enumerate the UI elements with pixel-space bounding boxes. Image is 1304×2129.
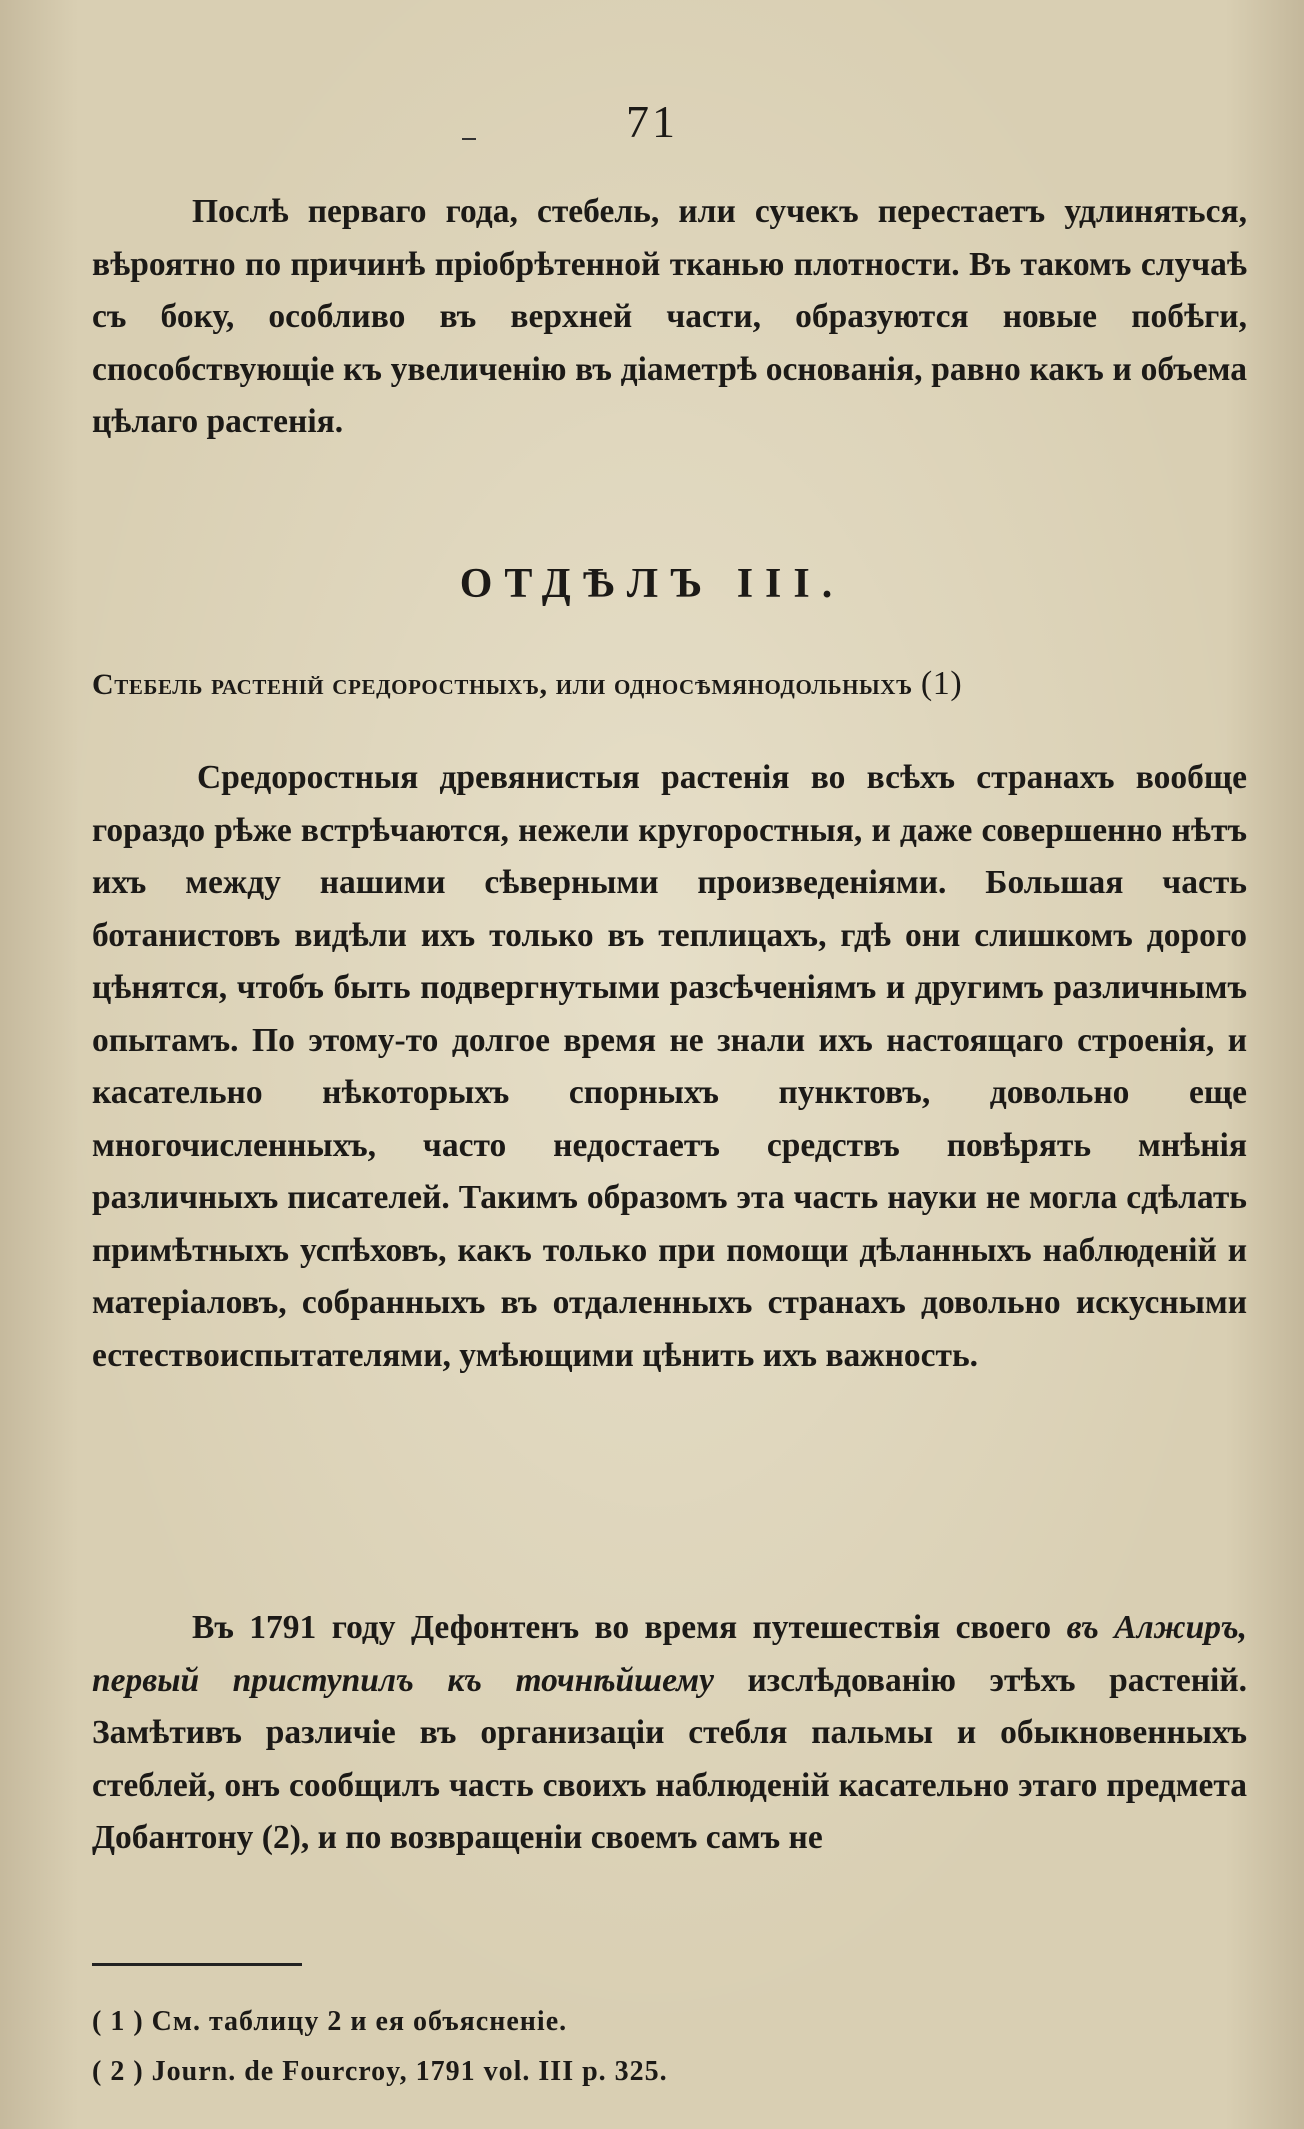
paragraph-2: Средоростныя древянистыя растенія во всѣхъ странахъ вообще гораздо рѣже встрѣчаются, нежели кругоростныя, и даже совершенно нѣтъ ихъ между нашими сѣверными произведеніями. Большая часть ботанистовъ видѣли ихъ только въ теплицахъ, гдѣ они слишкомъ дорого цѣнятся, чтобъ быть подвергнутыми разсѣченіямъ и другимъ различнымъ опытамъ. По этому-то долгое время не знали ихъ настоящаго строенія, и касательно нѣкоторыхъ спорныхъ пунктовъ, довольно еще многочисленныхъ, часто недостаетъ средствъ повѣрять мнѣнія различныхъ писателей. Такимъ образомъ эта часть науки не могла сдѣлать примѣтныхъ успѣховъ, какъ только при помощи дѣланныхъ наблюденій и матеріаловъ, собранныхъ въ отдаленныхъ странахъ довольно искусными естествоиспытателями, умѣющими цѣнить ихъ важность. — [92, 759, 1247, 1374]
paragraph-3-italic: въ Алжиръ, первый приступилъ къ точнѣйшему — [92, 1609, 1248, 1699]
paragraph-1: Послѣ перваго года, стебель, или сучекъ перестаетъ удлиняться, вѣроятно по причинѣ пріобрѣтенной тканью плотности. Въ такомъ случаѣ съ боку, особливо въ верхней части, образуются новые побѣги, способствующіе къ увеличенію въ діаметрѣ основанія, равно какъ и объема цѣлаго растенія. — [92, 193, 1247, 440]
section-title: ОТДѢЛЪ III. — [459, 561, 845, 607]
page-number: 71 — [626, 96, 678, 147]
section-subtitle — [92, 660, 1252, 709]
paragraph-3-start: Въ 1791 году Дефонтенъ во время путешествія своего — [192, 1609, 1067, 1646]
footnote-1: ( 1 ) См. таблицу 2 и ея объясненіе. — [92, 2006, 568, 2037]
footnote-2: ( 2 ) Journ. de Fourcroy, 1791 vol. III p. 325. — [92, 2056, 668, 2087]
footnote-divider — [92, 1963, 302, 1966]
paragraph-3-end: изслѣдованію этѣхъ растеній. Замѣтивъ различіе въ организаціи стебля пальмы и обыкновенныхъ стеблей, онъ сообщилъ часть своихъ наблюденій касательно этаго предмета Добантону (2), и по возвращеніи своемъ самъ не — [92, 1661, 1247, 1856]
section-subtitle-text: Стебель растеній средоростныхъ, или односѣмянодольныхъ — [92, 668, 913, 701]
paragraph-3 — [92, 1602, 1247, 1865]
footnote-ref-1: (1) — [920, 665, 963, 702]
